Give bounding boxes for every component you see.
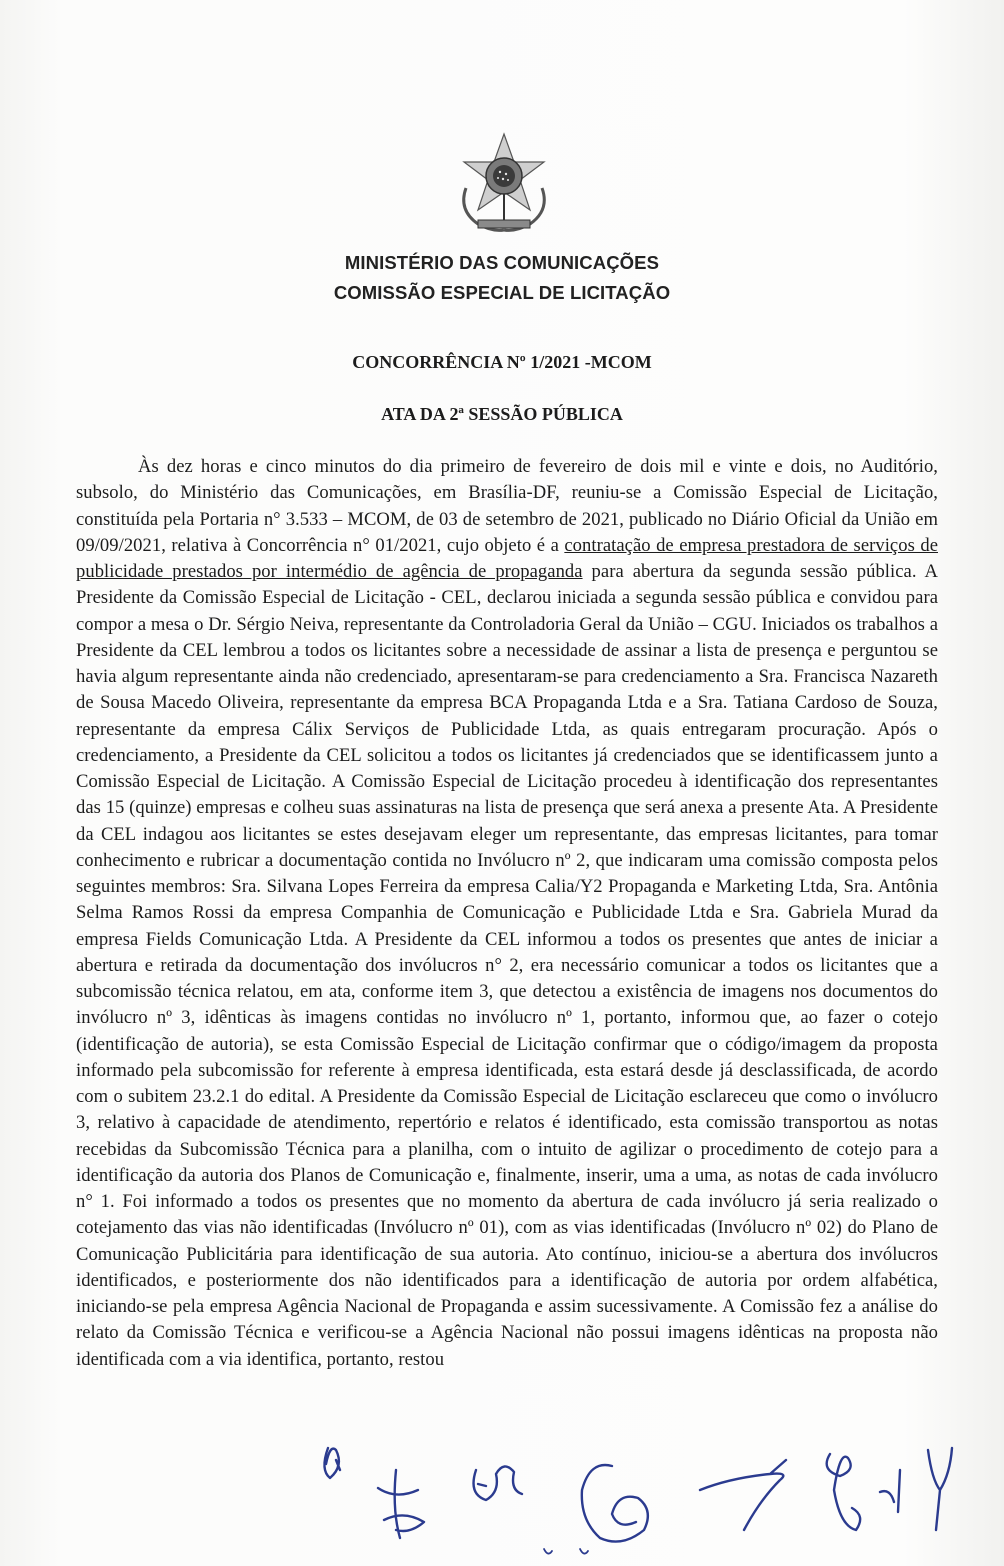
ministry-name: MINISTÉRIO DAS COMUNICAÇÕES [344,252,660,273]
signature-4 [582,1465,648,1542]
signature-5 [700,1460,786,1530]
coat-of-arms-icon [448,132,560,236]
minutes-paragraph [76,454,938,1373]
signature-6 [827,1454,861,1530]
contract-object-underlined: contratação de empresa prestadora de serviços de publicidade prestados por intermédio de agência de propaganda [76,534,938,582]
commission-name: COMISSÃO ESPECIAL DE LICITAÇÃO [333,282,671,303]
paragraph-text-part1: Às dez horas e cinco minutos do dia primeiro de fevereiro de dois mil e vinte e dois, no Auditório, subsolo, do Ministério das Comunicações, em Brasília-DF, reuniu-se a Comissão Especial de Licitação, constituída pela Portaria n° 3.533 – MCOM, de 03 de setembro de 2021, publicado no Diário Oficial da União em 09/09/2021, relativa à Concorrência n° 01/2021, cujo objeto é a [76,456,938,556]
signature-7 [880,1470,900,1512]
document-subtitle: ATA DA 2ª SESSÃO PÚBLICA [381,404,623,424]
signature-1 [324,1448,340,1478]
signature-8 [928,1448,952,1530]
document-title: CONCORRÊNCIA Nº 1/2021 -MCOM [352,352,652,372]
paragraph-text-part2: para abertura da segunda sessão pública. A Presidente da Comissão Especial de Licitação - CEL, declarou iniciada a segunda sessão pública e convidou para compor a mesa o Dr. Sérgio Neiva, representante da Controladoria Geral da União – CGU. Iniciados os trabalhos a Presidente da CEL lembrou a todos os licitantes sobre a necessidade de assinar a lista de presença e perguntou se havia algum representante ainda não credenciado, apresentaram-se para credenciamento a Sra. Francisca Nazareth de Sousa Macedo Oliveira, representante da empresa BCA Propaganda Ltda e a Sra. Tatiana Cardoso de Souza, representante da empresa Cálix Serviços de Publicidade Ltda, as quais entregaram procuração. Após o credenciamento, a Presidente da CEL solicitou a todos os licitantes já credenciados que se identificassem junto a Comissão Especial de Licitação. A Comissão Especial de Licitação procedeu à identificação dos representantes das 15 (quinze) empresas e colheu suas assinaturas na lista de presença que será anexa a presente Ata. A Presidente da CEL indagou aos licitantes se estes desejavam eleger um representante, das empresas licitantes, para tomar conhecimento e rubricar a documentação contida no Invólucro nº 2, que indicaram uma comissão composta pelos seguintes membros: Sra. Silvana Lopes Ferreira da empresa Calia/Y2 Propaganda e Marketing Ltda, Sra. Antônia Selma Ramos Rossi da empresa Companhia de Comunicação e Publicidade Ltda e Sra. Gabriela Murad da empresa Fields Comunicação Ltda. A Presidente da CEL informou a todos os presentes que antes de iniciar a abertura e retirada da documentação dos invólucros n° 2, era necessário comunicar a todos os licitantes que a subcomissão técnica relatou, em ata, conforme item 3, que detectou a existência de imagens nos documentos do invólucro nº 3, idênticas às imagens contidas no invólucro nº 1, portanto, informou que, ao fazer o cotejo (identificação de autoria), se esta Comissão Especial de Licitação confirmar que o código/imagem da proposta informado pela subcomissão for referente à empresa identificada, esta estará desde já desclassificada, de acordo com o subitem 23.2.1 do edital. A Presidente da Comissão Especial de Licitação esclareceu que como o invólucro 3, relativo à capacidade de atendimento, repertório e relatos é identificado, esta comissão transportou as notas recebidas da Subcomissão Técnica para a planilha, com o intuito de agilizar o procedimento de cotejo para a identificação da autoria dos Planos de Comunicação e, finalmente, inserir, uma a uma, as notas de cada invólucro n° 1. Foi informado a todos os presentes que no momento da abertura de cada invólucro já seria realizado o cotejamento das vias não identificadas (Invólucro nº 01), com as vias identificadas (Invólucro nº 02) do Plano de Comunicação Publicitária para identificação de sua autoria. Ato contínuo, iniciou-se a abertura dos invólucros identificados, e posteriormente dos não identificados para a identificação de autoria por ordem alfabética, iniciando-se pela empresa Agência Nacional de Propaganda e assim sucessivamente. A Comissão fez a análise do relato da Comissão Técnica e verificou-se a Agência Nacional não possui imagens idênticas na proposta não identificada com a via identifica, portanto, restou [76,561,938,1370]
signature-2 [378,1470,424,1538]
signatures-area [300,1430,980,1566]
document-header [0,248,1004,308]
signature-3 [474,1466,522,1500]
footer-initials [540,1545,600,1561]
